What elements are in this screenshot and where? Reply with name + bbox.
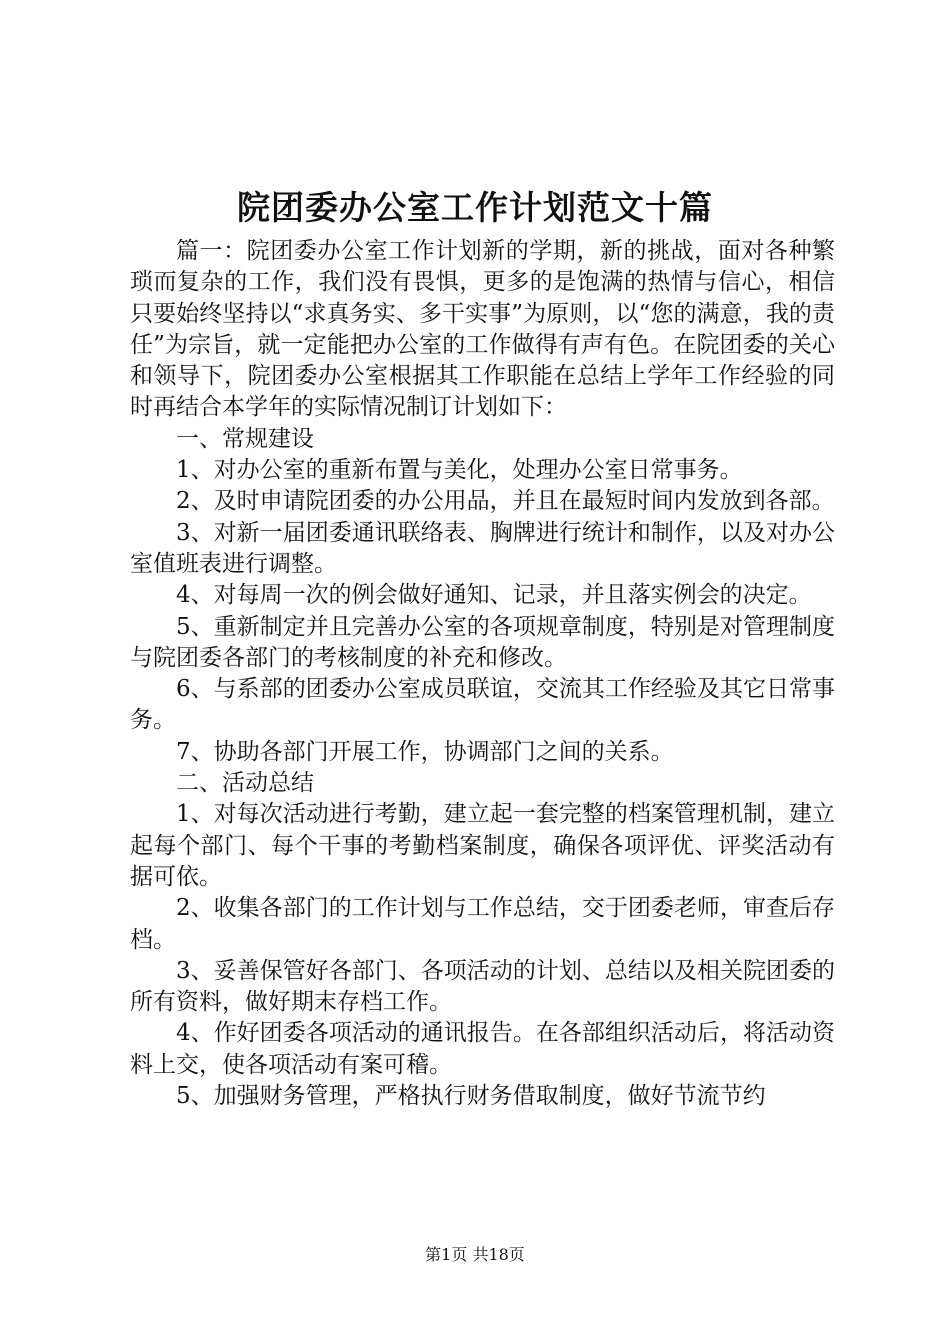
list-item: 4、作好团委各项活动的通讯报告。在各部组织活动后，将活动资料上交，使各项活动有案可稽。 xyxy=(130,1020,835,1078)
list-item: 2、及时申请院团委的办公用品，并且在最短时间内发放到各部。 xyxy=(176,488,835,515)
list-item: 6、与系部的团委办公室成员联谊，交流其工作经验及其它日常事务。 xyxy=(130,676,835,734)
section-heading-routine: 一、常规建设 xyxy=(176,425,314,452)
section-heading-activities: 二、活动总结 xyxy=(176,770,314,797)
list-item: 4、对每周一次的例会做好通知、记录，并且落实例会的决定。 xyxy=(176,582,812,609)
document-body xyxy=(130,236,835,1112)
list-item: 7、协助各部门开展工作，协调部门之间的关系。 xyxy=(176,738,674,765)
list-item: 5、加强财务管理，严格执行财务借取制度，做好节流节约 xyxy=(176,1083,766,1110)
list-item: 5、重新制定并且完善办公室的各项规章制度，特别是对管理制度与院团委各部门的考核制度的补充和修改。 xyxy=(130,613,835,671)
list-item: 1、对办公室的重新布置与美化，处理办公室日常事务。 xyxy=(176,457,743,484)
page-footer: 第1页 共18页 xyxy=(425,1245,525,1264)
list-item: 3、妥善保管好各部门、各项活动的计划、总结以及相关院团委的所有资料，做好期末存档工作。 xyxy=(130,957,835,1016)
list-item: 1、对每次活动进行考勤，建立起一套完整的档案管理机制，建立起每个部门、每个干事的考勤档案制度，确保各项评优、评奖活动有据可依。 xyxy=(130,801,835,890)
list-item: 3、对新一届团委通讯联络表、胸牌进行统计和制作，以及对办公室值班表进行调整。 xyxy=(130,519,835,577)
paragraph-intro: 篇一：院团委办公室工作计划新的学期，新的挑战，面对各种繁琐而复杂的工作，我们没有畏惧，更多的是饱满的热情与信心，相信只要始终坚持以“求真务实、多干实事”为原则，以“您的满意，我的责任”为宗旨，就一定能把办公室的工作做得有声有色。在院团委的关心和领导下，院团委办公室根据其工作职能在总结上学年工作经验的同时再结合本学年的实际情况制订计划如下： xyxy=(130,238,835,421)
page-title: 院团委办公室工作计划范文十篇 xyxy=(237,188,713,227)
list-item: 2、收集各部门的工作计划与工作总结，交于团委老师，审查后存档。 xyxy=(130,895,835,953)
